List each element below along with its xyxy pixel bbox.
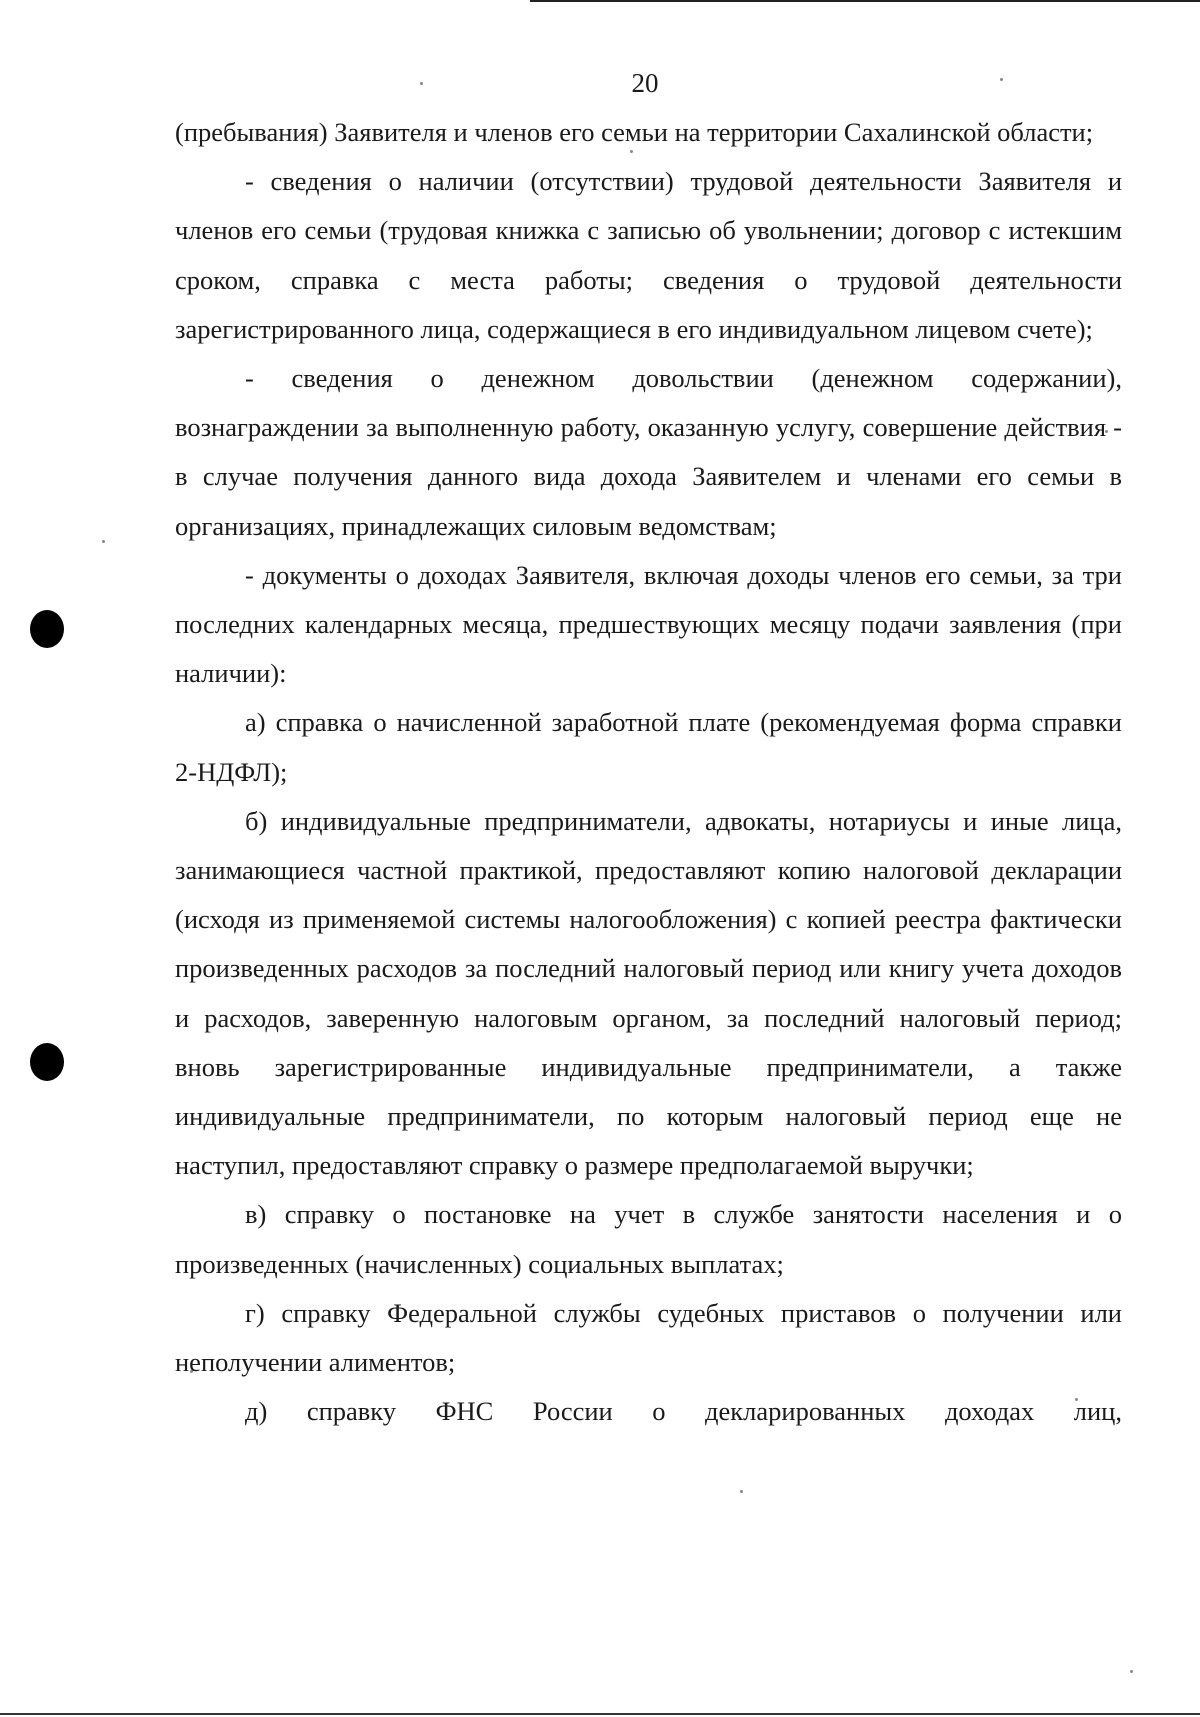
paragraph-item-d: д) справку ФНС России о декларированных доходах лиц, [245, 1396, 1122, 1427]
scan-speck [740, 1490, 743, 1493]
paragraph-item-g: г) справку Федеральной службы судебных приставов о получении или неполучении алиментов; [175, 1297, 1122, 1378]
scan-speck [1130, 1670, 1133, 1673]
paragraph-item-v: в) справку о постановке на учет в службе занятости населения и о произведенных (начисленных) социальных выплатах; [175, 1199, 1122, 1279]
page-number: 20 [631, 68, 659, 98]
scan-speck [102, 540, 105, 543]
top-edge-rule [530, 0, 1200, 2]
paragraph-item-a: а) справка о начисленной заработной плате (рекомендуемая форма справки 2-НДФЛ); [175, 707, 1122, 787]
punch-hole-upper [30, 610, 64, 648]
paragraph-income-documents: - документы о доходах Заявителя, включая доходы членов его семьи, за три последних календарных месяца, предшествующих месяцу подачи заявления (при наличии): [175, 559, 1122, 689]
paragraph-item-b: б) индивидуальные предприниматели, адвокаты, нотариусы и иные лица, занимающиеся частной практикой, предоставляют копию налоговой декларации (исходя из применяемой системы налогообложения) с копией реестра фактически произведенных расходов за последний налоговый период или книгу учета доходов и расходов, заверенную налоговым органом, за последний налоговый период; вновь зарегистрированные индивидуальные предприниматели, а также индивидуальные предприниматели, по которым налоговый период еще не наступил, предоставляют справку о размере предполагаемой выручки; [175, 805, 1122, 1181]
punch-hole-lower [30, 1043, 64, 1081]
paragraph-monetary-allowance: - сведения о денежном довольствии (денежном содержании), вознаграждении за выполненную работу, оказанную услугу, совершение действия - в случае получения данного вида дохода Заявителем и членами его семьи в организациях, принадлежащих силовым ведомствам; [175, 363, 1122, 541]
paragraph-employment-info: - сведения о наличии (отсутствии) трудовой деятельности Заявителя и членов его семьи (трудовая книжка с записью об увольнении; договор с истекшим сроком, справка с места работы; сведения о трудовой деятельности зарегистрированного лица, содержащиеся в его индивидуальном лицевом счете); [175, 166, 1122, 344]
document-body [175, 108, 1122, 1436]
bottom-edge-rule [0, 1713, 1200, 1715]
paragraph-residence-continuation: (пребывания) Заявителя и членов его семьи на территории Сахалинской области; [175, 117, 1094, 147]
